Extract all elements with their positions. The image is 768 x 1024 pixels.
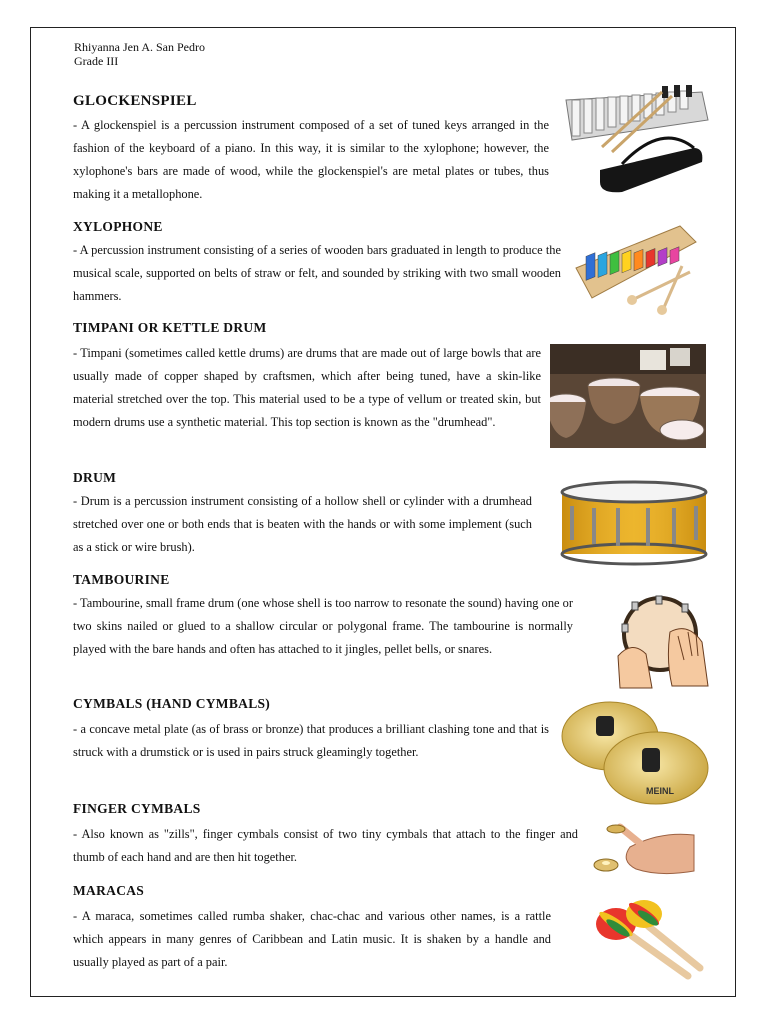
section-text: - Also known as "zills", finger cymbals consist of two tiny cymbals that attach to the finger and thumb of each hand and are then hit together.: [73, 827, 578, 864]
section-title: MARACAS: [73, 883, 145, 898]
section-text: - A percussion instrument consisting of a series of wooden bars graduated in length to produce the musical scale, supported on belts of straw or felt, and sounded by striking with two small wooden hammers.: [73, 243, 561, 303]
section-text: - Timpani (sometimes called kettle drums) are drums that are made out of large bowls that are usually made of copper shaped by craftsmen, which after being tuned, have a skin-like material stretched over the top. This material used to be a type of vellum or treated skin, but modern drums use a synthetic material. This top section is known as the "drumhead".: [73, 346, 541, 429]
section-text: - Tambourine, small frame drum (one whose shell is too narrow to resonate the sound) having one or two skins nailed or glued to a shallow circular or polygonal frame. The tambourine is normally played with the bare hands and often has attached to it jingles, pellet bells, or snares.: [73, 596, 573, 656]
section-title: TIMPANI OR KETTLE DRUM: [73, 320, 267, 335]
section-maracas: [73, 883, 551, 974]
section-title: TAMBOURINE: [73, 572, 170, 587]
finger-cymbals-icon: [590, 817, 698, 891]
timpani-icon: [550, 344, 706, 448]
section-title: CYMBALS (HAND CYMBALS): [73, 696, 271, 711]
section-text: - a concave metal plate (as of brass or bronze) that produces a brilliant clashing tone and that is struck with a drumstick or is used in pairs struck gleamingly together.: [73, 722, 549, 759]
section-title: GLOCKENSPIEL: [73, 93, 197, 109]
author-block: [74, 40, 205, 68]
section-cymbals: [73, 696, 549, 764]
snare-drum-icon: [556, 478, 712, 572]
section-text: - A glockenspiel is a percussion instrument composed of a set of tuned keys arranged in the fashion of the keyboard of a piano. In this way, it is similar to the xylophone; however, the xylophone's bars are made of wood, while the glockenspiel's are metal plates or tubes, thus making it a metallophone.: [73, 118, 549, 201]
section-drum: [73, 470, 532, 559]
section-title: FINGER CYMBALS: [73, 801, 201, 816]
section-tambourine: [73, 572, 573, 661]
section-title: DRUM: [73, 470, 117, 485]
section-timpani: [73, 320, 541, 434]
cymbals-icon: [560, 698, 710, 808]
section-finger-cymbals: [73, 801, 578, 869]
author-grade: Grade III: [74, 54, 119, 68]
cymbal-logo-text: MEINL: [646, 786, 674, 796]
author-name: Rhiyanna Jen A. San Pedro: [74, 40, 205, 54]
section-glockenspiel: [73, 93, 549, 206]
section-text: - A maraca, sometimes called rumba shaker, chac-chac and various other names, is a rattle which appears in many genres of Caribbean and Latin music. It is shaken by a handle and usually played as part of a pair.: [73, 909, 551, 969]
section-xylophone: [73, 219, 561, 308]
xylophone-icon: [572, 222, 700, 316]
glockenspiel-icon: [562, 82, 714, 200]
section-text: - Drum is a percussion instrument consisting of a hollow shell or cylinder with a drumhead stretched over one or both ends that is beaten with the hands or with some implement (such as a stick or wire brush).: [73, 494, 532, 554]
maracas-icon: [592, 896, 708, 986]
section-title: XYLOPHONE: [73, 219, 163, 234]
tambourine-icon: [612, 590, 712, 690]
